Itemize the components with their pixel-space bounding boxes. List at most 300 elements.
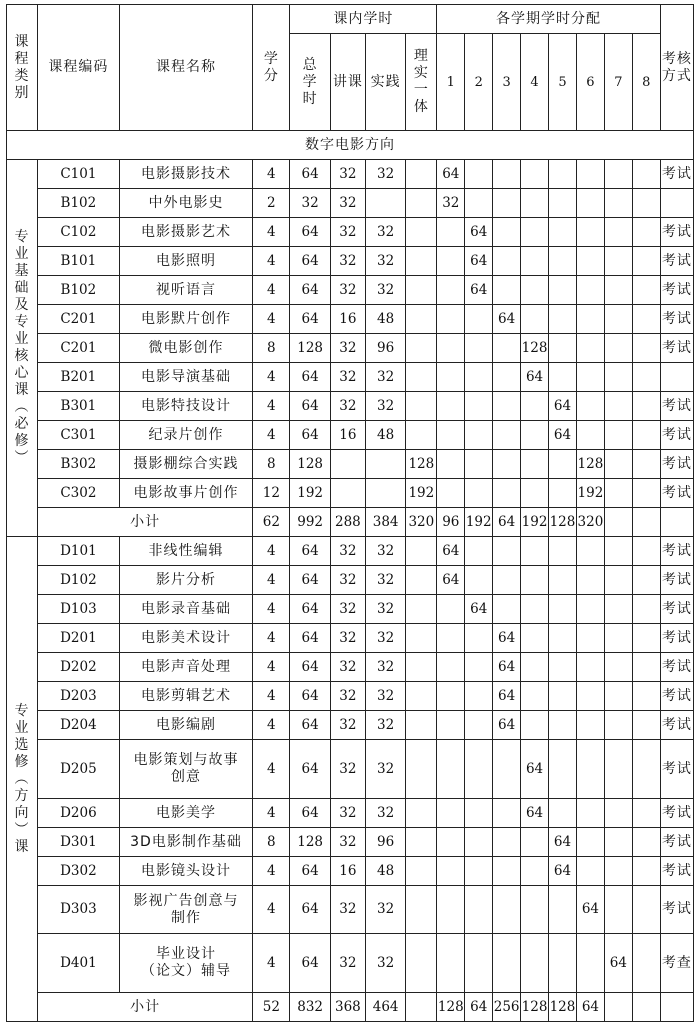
course-practice-hours: 96 — [365, 334, 405, 363]
course-code: D204 — [38, 711, 120, 740]
semester-7-hours — [604, 886, 632, 934]
course-assessment: 考试 — [660, 711, 693, 740]
table-row — [7, 653, 694, 682]
semester-7-hours — [604, 740, 632, 799]
semester-8-hours — [632, 450, 660, 479]
semester-6-hours — [576, 189, 604, 218]
course-lecture-hours: 32 — [330, 537, 365, 566]
semester-1-hours — [437, 392, 465, 421]
semester-4-hours — [521, 276, 549, 305]
course-credit: 8 — [253, 450, 290, 479]
semester-5-hours — [549, 711, 577, 740]
course-practice-hours: 32 — [365, 886, 405, 934]
semester-4-hours — [521, 160, 549, 189]
semester-7-hours — [604, 276, 632, 305]
course-name: 电影摄影技术 — [119, 160, 252, 189]
course-name: 电影剪辑艺术 — [119, 682, 252, 711]
semester-1-hours — [437, 886, 465, 934]
course-assessment: 考查 — [660, 934, 693, 993]
semester-1-hours — [437, 276, 465, 305]
course-integrated-hours — [406, 247, 437, 276]
semester-6-hours — [576, 421, 604, 450]
course-integrated-hours — [406, 160, 437, 189]
course-name: 影视广告创意与 制作 — [119, 886, 252, 934]
course-code: D302 — [38, 857, 120, 886]
course-integrated-hours — [406, 537, 437, 566]
curriculum-table — [6, 4, 694, 1022]
semester-4-hours: 64 — [521, 363, 549, 392]
semester-2-hours — [465, 334, 493, 363]
table-row — [7, 479, 694, 508]
course-total-hours: 64 — [290, 711, 330, 740]
subtotal-total-hours: 992 — [290, 508, 330, 537]
semester-4-hours — [521, 595, 549, 624]
semester-4-hours — [521, 624, 549, 653]
subtotal-lecture-hours: 368 — [330, 993, 365, 1022]
course-code: B302 — [38, 450, 120, 479]
semester-2-hours — [465, 566, 493, 595]
semester-8-hours — [632, 305, 660, 334]
course-name: 电影策划与故事 创意 — [119, 740, 252, 799]
semester-6-hours — [576, 334, 604, 363]
course-total-hours: 64 — [290, 218, 330, 247]
subtotal-integrated-hours — [406, 993, 437, 1022]
course-credit: 4 — [253, 857, 290, 886]
semester-8-hours — [632, 886, 660, 934]
course-total-hours: 64 — [290, 799, 330, 828]
semester-6-hours — [576, 653, 604, 682]
semester-5-hours — [549, 276, 577, 305]
semester-2-hours — [465, 624, 493, 653]
subtotal-semester-3: 64 — [493, 508, 521, 537]
course-total-hours: 64 — [290, 247, 330, 276]
semester-7-hours — [604, 305, 632, 334]
header-row-1 — [7, 5, 694, 34]
semester-3-hours: 64 — [493, 682, 521, 711]
semester-5-hours — [549, 682, 577, 711]
semester-5-hours — [549, 799, 577, 828]
course-integrated-hours: 192 — [406, 479, 437, 508]
semester-3-hours: 64 — [493, 711, 521, 740]
semester-5-hours — [549, 305, 577, 334]
course-credit: 12 — [253, 479, 290, 508]
course-credit: 4 — [253, 711, 290, 740]
semester-7-hours — [604, 595, 632, 624]
course-integrated-hours — [406, 218, 437, 247]
table-row — [7, 421, 694, 450]
semester-3-hours — [493, 595, 521, 624]
course-code: D206 — [38, 799, 120, 828]
course-credit: 4 — [253, 537, 290, 566]
subtotal-practice-hours: 464 — [365, 993, 405, 1022]
course-practice-hours: 32 — [365, 711, 405, 740]
table-row — [7, 934, 694, 993]
course-integrated-hours — [406, 305, 437, 334]
course-code: D102 — [38, 566, 120, 595]
course-practice-hours: 32 — [365, 247, 405, 276]
course-total-hours: 128 — [290, 828, 330, 857]
course-practice-hours: 48 — [365, 421, 405, 450]
semester-1-hours — [437, 450, 465, 479]
course-code: D103 — [38, 595, 120, 624]
semester-2-hours — [465, 450, 493, 479]
course-total-hours: 64 — [290, 624, 330, 653]
semester-4-hours — [521, 934, 549, 993]
curriculum-table-container — [6, 4, 694, 1022]
semester-2-hours — [465, 363, 493, 392]
semester-7-hours — [604, 799, 632, 828]
course-practice-hours: 32 — [365, 682, 405, 711]
course-code: D101 — [38, 537, 120, 566]
semester-4-hours — [521, 218, 549, 247]
semester-1-hours — [437, 247, 465, 276]
semester-8-hours — [632, 218, 660, 247]
semester-3-hours — [493, 247, 521, 276]
course-lecture-hours: 16 — [330, 305, 365, 334]
semester-3-hours — [493, 479, 521, 508]
semester-7-hours — [604, 682, 632, 711]
subtotal-semester-1: 96 — [437, 508, 465, 537]
course-credit: 4 — [253, 305, 290, 334]
semester-5-hours — [549, 334, 577, 363]
semester-5-hours — [549, 247, 577, 276]
header-semester-4: 4 — [521, 34, 549, 131]
course-name: 电影声音处理 — [119, 653, 252, 682]
header-assessment: 考核 方式 — [660, 5, 693, 131]
semester-7-hours: 64 — [604, 934, 632, 993]
course-category: 专 业 选 修 ︵ 方 向 ︶ 课 — [7, 537, 38, 1022]
table-row — [7, 276, 694, 305]
course-assessment: 考试 — [660, 276, 693, 305]
semester-7-hours — [604, 363, 632, 392]
header-total-hours: 总 学 时 — [290, 34, 330, 131]
course-total-hours: 64 — [290, 653, 330, 682]
semester-3-hours — [493, 276, 521, 305]
semester-3-hours — [493, 421, 521, 450]
course-name: 电影录音基础 — [119, 595, 252, 624]
semester-7-hours — [604, 828, 632, 857]
table-row — [7, 450, 694, 479]
course-practice-hours: 48 — [365, 857, 405, 886]
course-name: 电影美学 — [119, 799, 252, 828]
semester-1-hours — [437, 363, 465, 392]
semester-6-hours — [576, 247, 604, 276]
semester-2-hours — [465, 189, 493, 218]
semester-2-hours — [465, 653, 493, 682]
semester-4-hours — [521, 247, 549, 276]
semester-2-hours — [465, 160, 493, 189]
semester-2-hours — [465, 682, 493, 711]
subtotal-semester-6: 320 — [576, 508, 604, 537]
table-row — [7, 886, 694, 934]
course-credit: 2 — [253, 189, 290, 218]
semester-5-hours — [549, 934, 577, 993]
semester-4-hours: 64 — [521, 740, 549, 799]
course-assessment: 考试 — [660, 450, 693, 479]
course-name: 电影照明 — [119, 247, 252, 276]
semester-6-hours — [576, 624, 604, 653]
semester-5-hours — [549, 537, 577, 566]
semester-4-hours: 64 — [521, 799, 549, 828]
semester-5-hours: 64 — [549, 828, 577, 857]
semester-1-hours — [437, 624, 465, 653]
subtotal-semester-2: 64 — [465, 993, 493, 1022]
semester-5-hours — [549, 363, 577, 392]
semester-4-hours — [521, 566, 549, 595]
course-integrated-hours — [406, 363, 437, 392]
table-row — [7, 740, 694, 799]
semester-3-hours — [493, 160, 521, 189]
course-practice-hours: 32 — [365, 218, 405, 247]
semester-6-hours: 64 — [576, 886, 604, 934]
subtotal-lecture-hours: 288 — [330, 508, 365, 537]
semester-3-hours — [493, 857, 521, 886]
semester-6-hours — [576, 392, 604, 421]
course-practice-hours: 32 — [365, 799, 405, 828]
semester-5-hours — [549, 189, 577, 218]
semester-6-hours — [576, 595, 604, 624]
subtotal-semester-3: 256 — [493, 993, 521, 1022]
semester-1-hours — [437, 934, 465, 993]
course-total-hours: 64 — [290, 305, 330, 334]
course-assessment: 考试 — [660, 537, 693, 566]
course-credit: 8 — [253, 828, 290, 857]
semester-3-hours — [493, 934, 521, 993]
semester-4-hours — [521, 392, 549, 421]
table-row — [7, 857, 694, 886]
subtotal-label: 小计 — [38, 993, 253, 1022]
course-integrated-hours — [406, 392, 437, 421]
course-integrated-hours — [406, 682, 437, 711]
course-name: 影片分析 — [119, 566, 252, 595]
course-code: B102 — [38, 276, 120, 305]
header-name: 课程名称 — [119, 5, 252, 131]
course-lecture-hours: 32 — [330, 566, 365, 595]
course-practice-hours: 96 — [365, 828, 405, 857]
header-code: 课程编码 — [38, 5, 120, 131]
course-total-hours: 128 — [290, 334, 330, 363]
semester-4-hours — [521, 828, 549, 857]
semester-1-hours: 64 — [437, 566, 465, 595]
header-credit: 学 分 — [253, 5, 290, 131]
course-assessment: 考试 — [660, 160, 693, 189]
course-code: B102 — [38, 189, 120, 218]
header-semester-6: 6 — [576, 34, 604, 131]
table-row — [7, 537, 694, 566]
course-assessment — [660, 189, 693, 218]
semester-4-hours — [521, 450, 549, 479]
header-semester-2: 2 — [465, 34, 493, 131]
subtotal-semester-4: 128 — [521, 993, 549, 1022]
course-total-hours: 32 — [290, 189, 330, 218]
semester-3-hours — [493, 392, 521, 421]
course-assessment: 考试 — [660, 566, 693, 595]
semester-2-hours — [465, 740, 493, 799]
semester-4-hours — [521, 682, 549, 711]
semester-4-hours — [521, 857, 549, 886]
course-practice-hours: 32 — [365, 566, 405, 595]
course-total-hours: 64 — [290, 740, 330, 799]
semester-6-hours — [576, 740, 604, 799]
subtotal-credit: 62 — [253, 508, 290, 537]
table-row — [7, 247, 694, 276]
semester-6-hours — [576, 799, 604, 828]
course-code: B301 — [38, 392, 120, 421]
semester-8-hours — [632, 189, 660, 218]
semester-5-hours — [549, 595, 577, 624]
semester-6-hours — [576, 160, 604, 189]
course-code: D205 — [38, 740, 120, 799]
course-credit: 4 — [253, 247, 290, 276]
course-code: C301 — [38, 421, 120, 450]
semester-3-hours — [493, 363, 521, 392]
subtotal-row — [7, 993, 694, 1022]
subtotal-semester-4: 192 — [521, 508, 549, 537]
course-credit: 4 — [253, 682, 290, 711]
course-assessment: 考试 — [660, 857, 693, 886]
course-lecture-hours: 32 — [330, 653, 365, 682]
course-integrated-hours — [406, 189, 437, 218]
table-row — [7, 218, 694, 247]
subtotal-semester-7 — [604, 993, 632, 1022]
semester-3-hours — [493, 740, 521, 799]
course-code: C102 — [38, 218, 120, 247]
course-practice-hours: 48 — [365, 305, 405, 334]
table-row — [7, 334, 694, 363]
semester-1-hours — [437, 479, 465, 508]
semester-8-hours — [632, 479, 660, 508]
subtotal-semester-2: 192 — [465, 508, 493, 537]
course-integrated-hours — [406, 711, 437, 740]
semester-3-hours — [493, 566, 521, 595]
subtotal-semester-8 — [632, 508, 660, 537]
course-code: D401 — [38, 934, 120, 993]
course-lecture-hours: 32 — [330, 363, 365, 392]
semester-5-hours — [549, 653, 577, 682]
semester-5-hours — [549, 740, 577, 799]
course-credit: 4 — [253, 624, 290, 653]
course-total-hours: 64 — [290, 595, 330, 624]
course-practice-hours: 32 — [365, 392, 405, 421]
course-code: D301 — [38, 828, 120, 857]
course-lecture-hours: 32 — [330, 334, 365, 363]
header-semester-group: 各学期学时分配 — [437, 5, 660, 34]
course-integrated-hours — [406, 624, 437, 653]
semester-3-hours — [493, 799, 521, 828]
semester-7-hours — [604, 247, 632, 276]
course-integrated-hours — [406, 334, 437, 363]
course-assessment: 考试 — [660, 740, 693, 799]
table-row — [7, 392, 694, 421]
semester-1-hours: 32 — [437, 189, 465, 218]
semester-1-hours: 64 — [437, 537, 465, 566]
semester-4-hours — [521, 653, 549, 682]
semester-6-hours — [576, 934, 604, 993]
semester-5-hours — [549, 160, 577, 189]
course-total-hours: 64 — [290, 682, 330, 711]
subtotal-semester-1: 128 — [437, 993, 465, 1022]
course-integrated-hours — [406, 276, 437, 305]
semester-5-hours: 64 — [549, 857, 577, 886]
course-practice-hours: 32 — [365, 595, 405, 624]
semester-7-hours — [604, 624, 632, 653]
course-lecture-hours: 32 — [330, 189, 365, 218]
course-lecture-hours: 32 — [330, 934, 365, 993]
course-practice-hours — [365, 189, 405, 218]
course-integrated-hours — [406, 934, 437, 993]
course-credit: 4 — [253, 363, 290, 392]
course-lecture-hours: 32 — [330, 218, 365, 247]
semester-6-hours — [576, 537, 604, 566]
course-practice-hours — [365, 479, 405, 508]
course-code: D203 — [38, 682, 120, 711]
semester-8-hours — [632, 363, 660, 392]
course-practice-hours — [365, 450, 405, 479]
course-name: 电影导演基础 — [119, 363, 252, 392]
course-name: 中外电影史 — [119, 189, 252, 218]
course-credit: 4 — [253, 886, 290, 934]
semester-5-hours: 64 — [549, 421, 577, 450]
header-semester-8: 8 — [632, 34, 660, 131]
subtotal-semester-6: 64 — [576, 993, 604, 1022]
course-name: 电影默片创作 — [119, 305, 252, 334]
direction-row — [7, 131, 694, 160]
course-integrated-hours — [406, 886, 437, 934]
subtotal-credit: 52 — [253, 993, 290, 1022]
semester-4-hours — [521, 305, 549, 334]
header-integrated: 理 实 一 体 — [406, 34, 437, 131]
semester-2-hours — [465, 421, 493, 450]
semester-6-hours — [576, 682, 604, 711]
course-code: B201 — [38, 363, 120, 392]
semester-2-hours — [465, 305, 493, 334]
semester-1-hours — [437, 595, 465, 624]
course-credit: 4 — [253, 218, 290, 247]
course-total-hours: 64 — [290, 276, 330, 305]
semester-5-hours — [549, 624, 577, 653]
subtotal-label: 小计 — [38, 508, 253, 537]
semester-7-hours — [604, 160, 632, 189]
course-name: 3D电影制作基础 — [119, 828, 252, 857]
semester-8-hours — [632, 828, 660, 857]
course-name: 微电影创作 — [119, 334, 252, 363]
course-code: D202 — [38, 653, 120, 682]
semester-8-hours — [632, 421, 660, 450]
semester-1-hours — [437, 421, 465, 450]
course-integrated-hours — [406, 595, 437, 624]
semester-5-hours — [549, 479, 577, 508]
subtotal-semester-5: 128 — [549, 508, 577, 537]
course-lecture-hours — [330, 479, 365, 508]
semester-3-hours: 64 — [493, 653, 521, 682]
course-practice-hours: 32 — [365, 363, 405, 392]
course-practice-hours: 32 — [365, 653, 405, 682]
course-code: C101 — [38, 160, 120, 189]
subtotal-integrated-hours: 320 — [406, 508, 437, 537]
semester-2-hours: 64 — [465, 595, 493, 624]
semester-6-hours — [576, 363, 604, 392]
semester-8-hours — [632, 799, 660, 828]
semester-1-hours — [437, 305, 465, 334]
course-code: B101 — [38, 247, 120, 276]
semester-8-hours — [632, 160, 660, 189]
semester-1-hours — [437, 334, 465, 363]
course-lecture-hours: 32 — [330, 160, 365, 189]
course-credit: 4 — [253, 595, 290, 624]
header-semester-5: 5 — [549, 34, 577, 131]
course-total-hours: 64 — [290, 537, 330, 566]
semester-2-hours: 64 — [465, 247, 493, 276]
